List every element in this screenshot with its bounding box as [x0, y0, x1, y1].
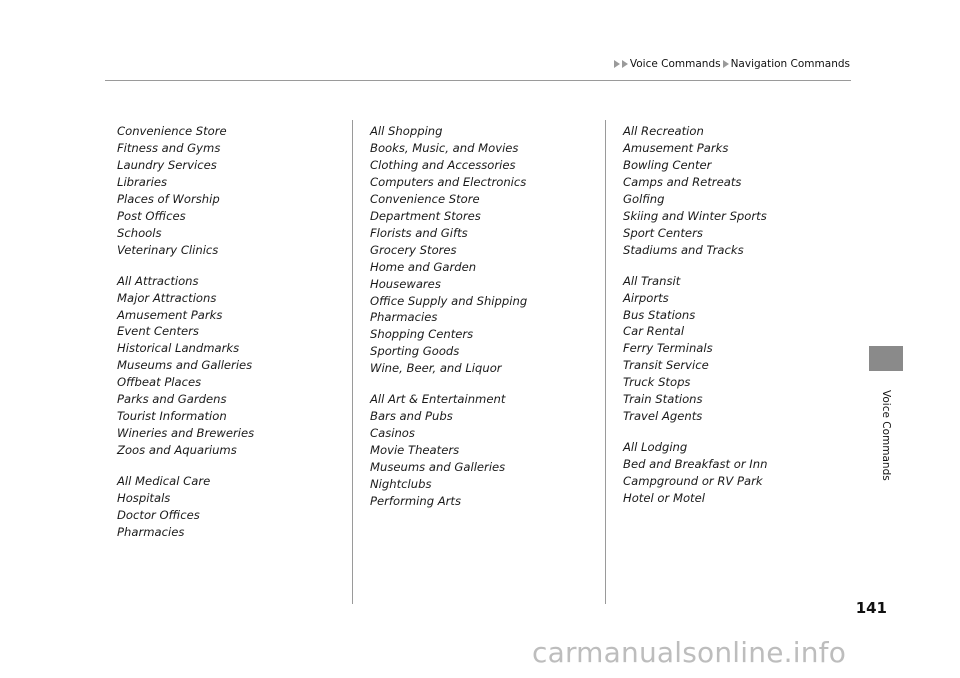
category-item: Bus Stations: [623, 307, 696, 322]
category-item: Museums and Galleries: [117, 358, 253, 373]
category-item: All Art & Entertainment: [370, 392, 506, 407]
category-item: Home and Garden: [370, 259, 477, 274]
category-item: Amusement Parks: [117, 307, 223, 322]
arrow-right-icon: [622, 60, 628, 68]
category-item: Laundry Services: [117, 157, 217, 172]
category-item: Pharmacies: [117, 524, 185, 539]
category-group: [117, 473, 347, 541]
category-item: All Lodging: [623, 440, 688, 455]
category-item: Golfing: [623, 191, 665, 206]
category-group: [370, 391, 600, 510]
category-item: Grocery Stores: [370, 242, 457, 257]
category-item: Doctor Offices: [117, 508, 200, 523]
category-item: Transit Service: [623, 358, 709, 373]
category-item: Performing Arts: [370, 494, 462, 509]
category-item: Skiing and Winter Sports: [623, 208, 767, 223]
category-column-3: [623, 123, 853, 521]
category-item: Parks and Gardens: [117, 392, 227, 407]
header-rule: [105, 80, 851, 81]
category-item: Casinos: [370, 426, 415, 441]
category-item: Movie Theaters: [370, 443, 460, 458]
category-item: Amusement Parks: [623, 140, 729, 155]
breadcrumb-item-voice-commands[interactable]: Voice Commands: [629, 58, 721, 70]
category-item: Department Stores: [370, 208, 481, 223]
category-item: Historical Landmarks: [117, 341, 240, 356]
category-group: [117, 123, 347, 259]
category-item: Camps and Retreats: [623, 174, 742, 189]
column-divider: [352, 120, 353, 604]
category-item: Clothing and Accessories: [370, 157, 516, 172]
column-divider: [605, 120, 606, 604]
section-tab-marker: [869, 346, 903, 371]
category-item: Hospitals: [117, 491, 171, 506]
category-item: Books, Music, and Movies: [370, 140, 519, 155]
category-item: All Medical Care: [117, 474, 211, 489]
category-item: Travel Agents: [623, 409, 703, 424]
category-item: Major Attractions: [117, 290, 217, 305]
category-item: Housewares: [370, 276, 441, 291]
category-item: Tourist Information: [117, 409, 227, 424]
category-item: Computers and Electronics: [370, 174, 527, 189]
category-item: Hotel or Motel: [623, 491, 705, 506]
category-group: [117, 273, 347, 459]
category-item: Convenience Store: [117, 124, 227, 138]
category-item: Veterinary Clinics: [117, 242, 219, 257]
category-column-1: [117, 123, 347, 555]
category-item: Train Stations: [623, 392, 703, 407]
category-item: Office Supply and Shipping: [370, 293, 528, 308]
arrow-right-icon: [614, 60, 620, 68]
category-item: Places of Worship: [117, 191, 220, 206]
category-item: All Transit: [623, 273, 681, 288]
category-item: Bowling Center: [623, 157, 712, 172]
category-item: Pharmacies: [370, 310, 438, 325]
category-item: Truck Stops: [623, 375, 691, 390]
category-item: Campground or RV Park: [623, 474, 763, 489]
breadcrumb-arrows: [614, 60, 630, 68]
category-item: Schools: [117, 225, 162, 240]
category-item: Libraries: [117, 174, 168, 189]
category-item: Sport Centers: [623, 225, 703, 240]
category-item: Shopping Centers: [370, 327, 474, 342]
watermark: carmanualsonline.info: [532, 636, 847, 669]
page-number: 141: [855, 599, 887, 617]
category-item: All Shopping: [370, 124, 443, 138]
category-group: [623, 273, 853, 426]
breadcrumb: [614, 58, 850, 70]
category-item: Offbeat Places: [117, 375, 202, 390]
category-item: Fitness and Gyms: [117, 140, 221, 155]
category-group: [623, 123, 853, 259]
category-item: All Attractions: [117, 273, 199, 288]
category-item: Bed and Breakfast or Inn: [623, 457, 768, 472]
category-item: Sporting Goods: [370, 344, 460, 359]
arrow-right-icon: [723, 60, 729, 68]
category-item: Wine, Beer, and Liquor: [370, 361, 502, 376]
category-item: Nightclubs: [370, 477, 432, 492]
category-item: Convenience Store: [370, 191, 480, 206]
category-item: Wineries and Breweries: [117, 426, 255, 441]
breadcrumb-item-navigation-commands[interactable]: Navigation Commands: [730, 58, 850, 70]
category-item: Event Centers: [117, 324, 199, 339]
category-item: Zoos and Aquariums: [117, 443, 237, 458]
category-item: All Recreation: [623, 124, 704, 138]
category-group: [623, 439, 853, 507]
category-column-2: [370, 123, 600, 524]
category-item: Florists and Gifts: [370, 225, 468, 240]
category-item: Ferry Terminals: [623, 341, 713, 356]
category-item: Post Offices: [117, 208, 186, 223]
section-tab-label: Voice Commands: [880, 389, 892, 481]
category-item: Bars and Pubs: [370, 409, 453, 424]
category-item: Stadiums and Tracks: [623, 242, 744, 257]
category-item: Car Rental: [623, 324, 685, 339]
category-item: Museums and Galleries: [370, 460, 506, 475]
category-group: [370, 123, 600, 377]
breadcrumb-separator: [723, 60, 731, 68]
category-item: Airports: [623, 290, 669, 305]
